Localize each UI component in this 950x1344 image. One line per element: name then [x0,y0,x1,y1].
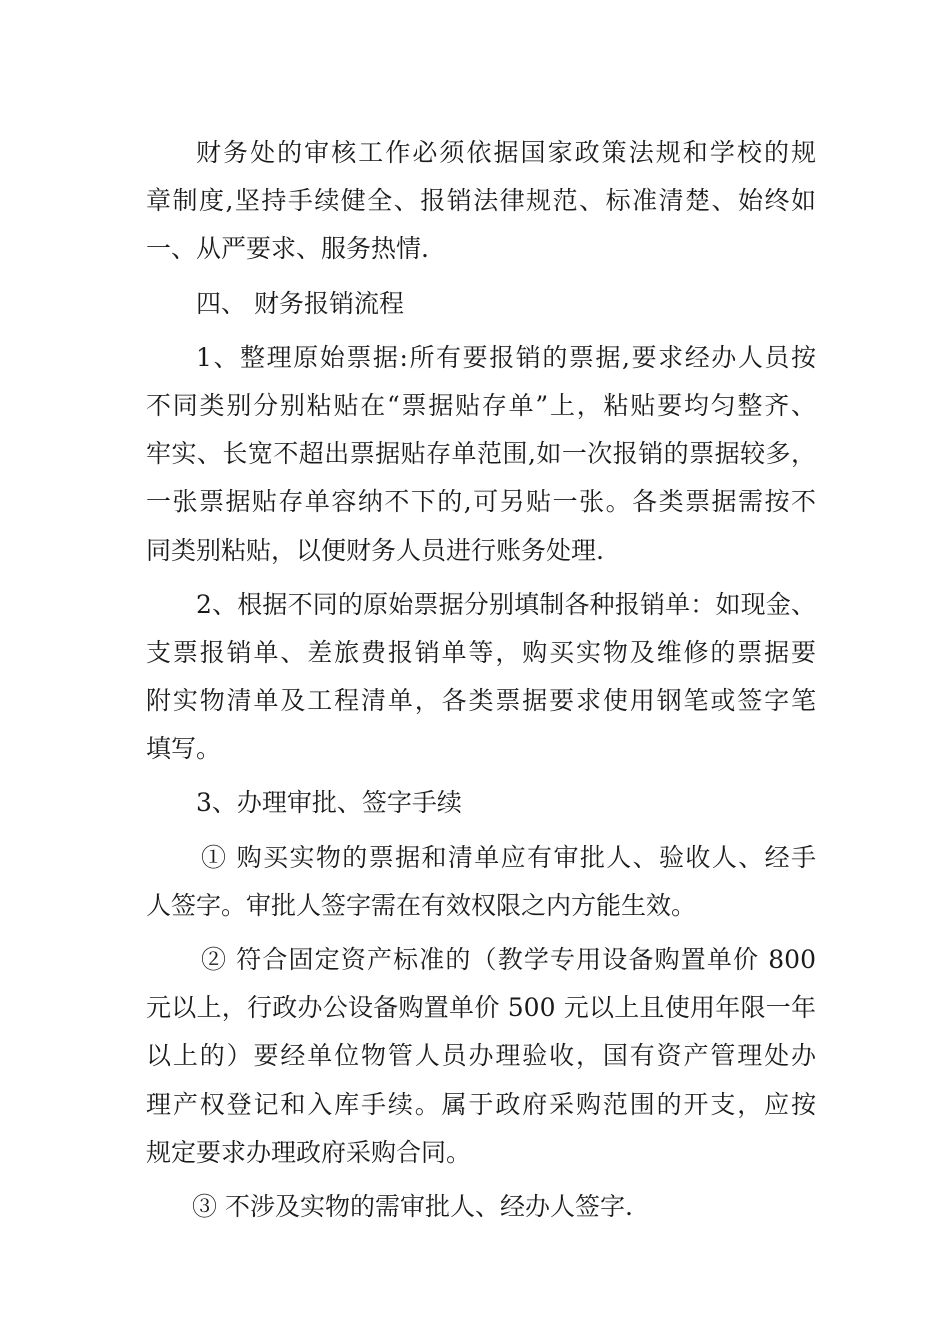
paragraph-line: 填写。 [146,734,222,764]
paragraph-line: 以上的）要经单位物管人员办理验收，国有资产管理处办 [146,1041,816,1071]
paragraph-line: 附实物清单及工程清单，各类票据要求使用钢笔或签字笔 [146,686,816,716]
paragraph-line: 同类别粘贴，以便财务人员进行账务处理. [146,535,604,565]
heading-line: 四、 财务报销流程 [196,288,404,318]
paragraph-line: 3、办理审批、签字手续 [196,788,462,818]
paragraph-line: 理产权登记和入库手续。属于政府采购范围的开支，应按 [146,1089,816,1119]
paragraph-line: 支票报销单、差旅费报销单等，购买实物及维修的票据要 [146,637,816,667]
paragraph-step-3 [146,779,816,827]
paragraph-line: 财务处的审核工作必须依据国家政策法规和学校的规 [196,138,816,167]
paragraph-line: 元以上，行政办公设备购置单价 500 元以上且使用年限一年 [146,993,816,1023]
paragraph-line: 不同类别分别粘贴在“票据贴存单”上，粘贴要均匀整齐、 [146,390,816,420]
paragraph-line: 1、整理原始票据:所有要报销的票据,要求经办人员按 [196,342,816,372]
paragraph-line: 规定要求办理政府采购合同。 [146,1137,472,1167]
paragraph-line: 2、根据不同的原始票据分别填制各种报销单：如现金、 [196,589,816,619]
paragraph-audit-principles [146,129,816,274]
paragraph-item-2 [146,936,816,1177]
paragraph-item-3 [146,1183,816,1231]
paragraph-line: 一张票据贴存单容纳不下的,可另贴一张。各类票据需按不 [146,487,816,517]
section-heading [146,280,816,328]
paragraph-step-2 [146,581,816,774]
paragraph-line: 人签字。审批人签字需在有效权限之内方能生效。 [146,890,697,920]
paragraph-line: ① 购买实物的票据和清单应有审批人、验收人、经手 [201,842,816,872]
paragraph-step-1 [146,334,816,575]
document-body [146,129,816,1231]
paragraph-line: ③ 不涉及实物的需审批人、经办人签字. [192,1191,633,1221]
paragraph-line: ② 符合固定资产标准的（教学专用设备购置单价 800 [201,945,816,974]
paragraph-item-1 [146,834,816,930]
paragraph-line: 章制度,坚持手续健全、报销法律规范、标准清楚、始终如 [146,186,816,216]
paragraph-line: 牢实、长宽不超出票据贴存单范围,如一次报销的票据较多， [146,439,816,469]
paragraph-line: 一、从严要求、服务热情. [146,234,429,264]
